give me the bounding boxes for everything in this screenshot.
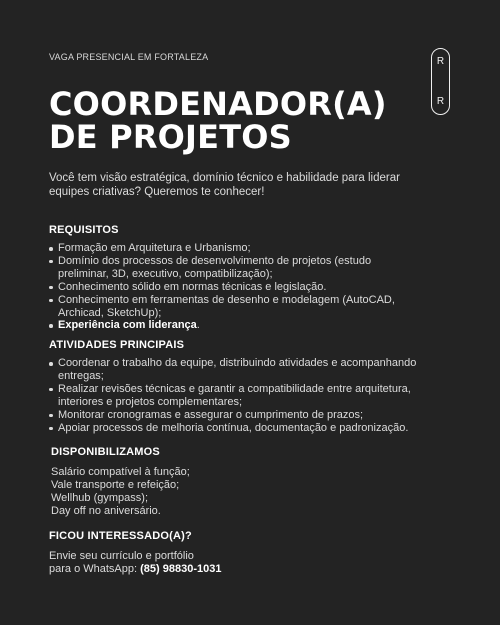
list-item: Formação em Arquitetura e Urbanismo; bbox=[49, 242, 419, 255]
contact-line-1: Envie seu currículo e portfólio bbox=[49, 550, 194, 562]
requisitos-list bbox=[49, 242, 419, 332]
contact-line-2 bbox=[49, 563, 221, 576]
list-item: Day off no aniversário. bbox=[51, 504, 161, 517]
intro-text: Você tem visão estratégica, domínio técnico e habilidade para liderar equipes criativas? Queremos te conhecer! bbox=[49, 172, 400, 198]
brand-logo-badge bbox=[431, 48, 450, 115]
list-item: Domínio dos processos de desenvolvimento de projetos (estudo preliminar, 3D, executivo, compatibilização); bbox=[49, 255, 419, 281]
list-item: Vale transporte e refeição; bbox=[51, 478, 180, 491]
section-heading-contato: FICOU INTERESSADO(A)? bbox=[49, 530, 192, 542]
list-item: Realizar revisões técnicas e garantir a compatibilidade entre arquitetura, interiores e projetos complementares; bbox=[49, 383, 419, 409]
logo-letter-top: R bbox=[436, 56, 445, 67]
list-item: Conhecimento sólido em normas técnicas e legislação. bbox=[49, 281, 419, 294]
list-item: Wellhub (gympass); bbox=[51, 491, 148, 504]
section-heading-requisitos: REQUISITOS bbox=[49, 224, 119, 236]
list-item: Apoiar processos de melhoria contínua, documentação e padronização. bbox=[49, 422, 419, 435]
benefits-list bbox=[51, 466, 190, 518]
job-location-kicker: VAGA PRESENCIAL EM FORTALEZA bbox=[49, 52, 209, 62]
contact-prefix: para o WhatsApp: bbox=[49, 562, 141, 575]
title-line-1: COORDENADOR(A) bbox=[49, 85, 387, 123]
title-line-2: DE PROJETOS bbox=[49, 118, 292, 156]
atividades-list bbox=[49, 357, 419, 434]
section-heading-disponibilizamos: DISPONIBILIZAMOS bbox=[51, 446, 160, 458]
list-item: Salário compatível à função; bbox=[51, 466, 190, 478]
whatsapp-phone: (85) 98830-1031 bbox=[140, 562, 222, 575]
list-item: Coordenar o trabalho da equipe, distribuindo atividades e acompanhando entregas; bbox=[49, 357, 419, 383]
list-item: Conhecimento em ferramentas de desenho e modelagem (AutoCAD, Archicad, SketchUp); bbox=[49, 294, 419, 320]
section-heading-atividades: ATIVIDADES PRINCIPAIS bbox=[49, 339, 185, 351]
contact-text bbox=[49, 550, 221, 576]
list-item-tail: . bbox=[196, 319, 200, 332]
list-item: Monitorar cronogramas e assegurar o cumprimento de prazos; bbox=[49, 409, 419, 422]
list-item-emphasis: Experiência com liderança bbox=[58, 319, 197, 332]
page-title bbox=[49, 85, 387, 156]
logo-letter-bottom: R bbox=[436, 96, 445, 107]
list-item bbox=[49, 319, 419, 332]
